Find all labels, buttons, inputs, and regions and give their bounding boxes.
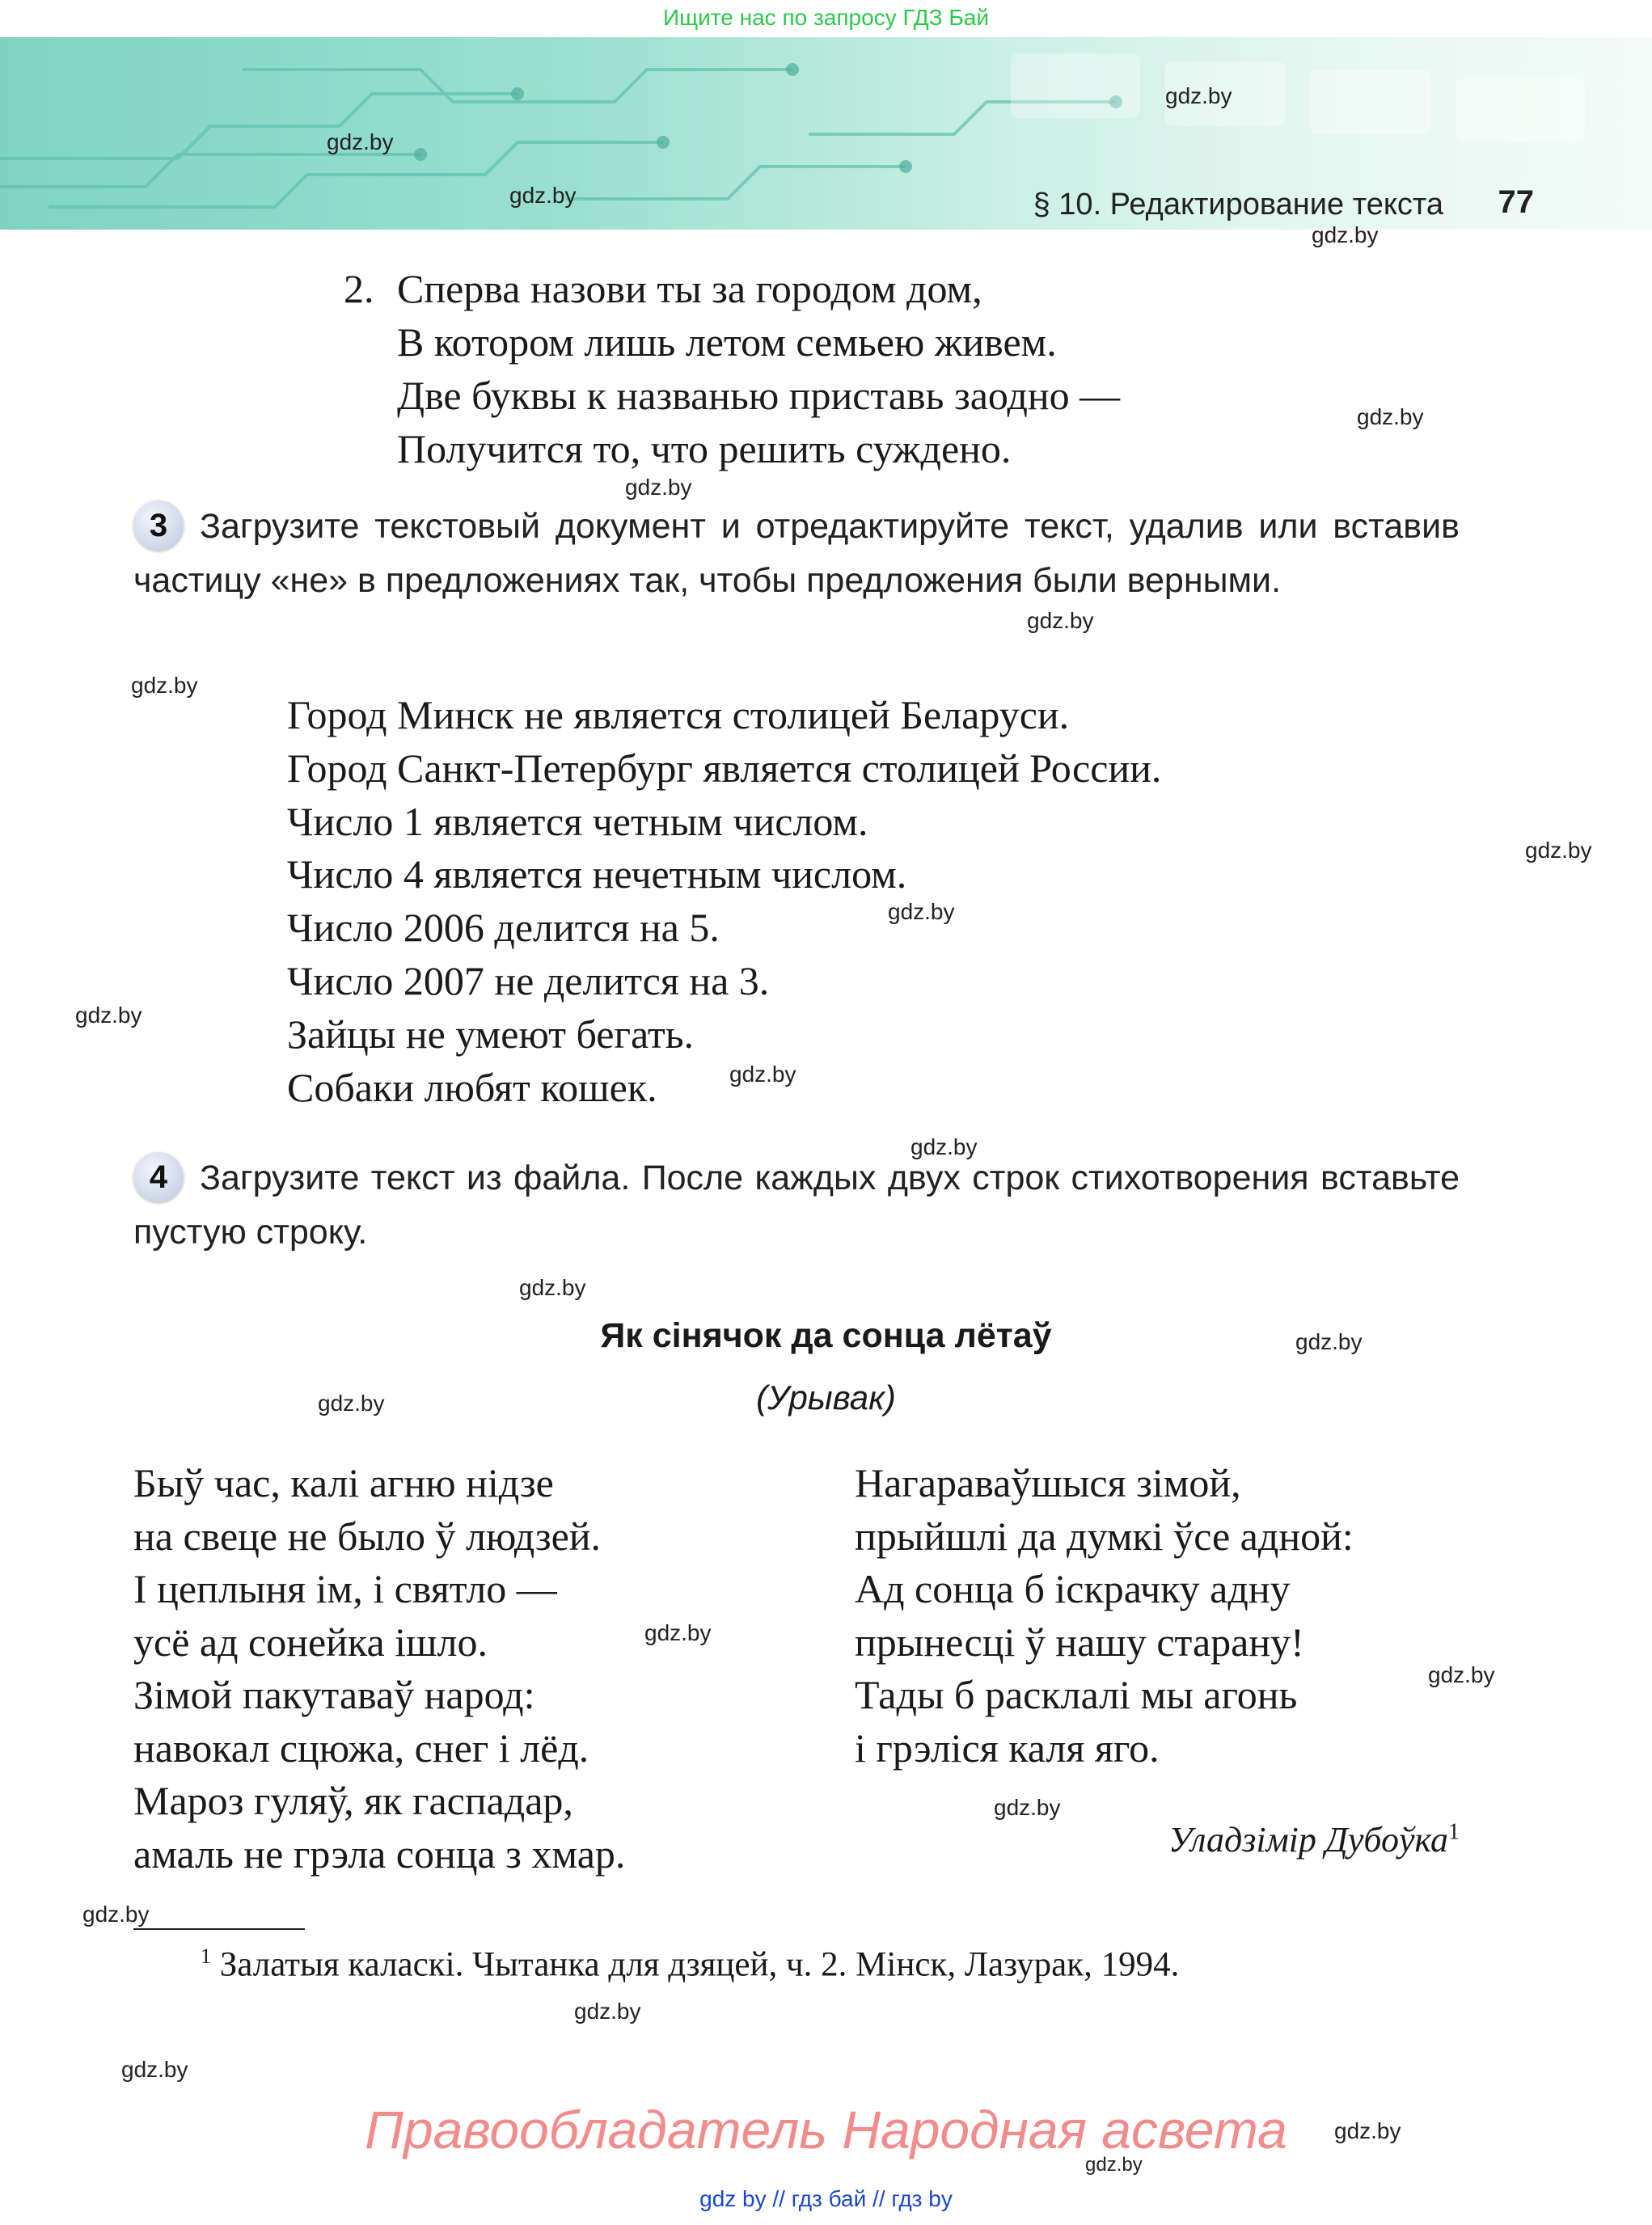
footnote-marker: 1 <box>201 1944 211 1968</box>
list-item: Город Минск не является столицей Беларуси. <box>287 692 1070 737</box>
poem-line: Ад сонца б іскрачку адну <box>855 1566 1291 1611</box>
task-4-text: Загрузите текст из файла. После каждых двух строк стихотворения вставьте пустую строку. <box>133 1159 1460 1252</box>
watermark: gdz.by <box>82 1902 150 1927</box>
list-item: Число 2006 делится на 5. <box>287 905 720 951</box>
footnote-divider <box>133 1928 305 1930</box>
watermark: gdz.by <box>911 1134 978 1159</box>
riddle-line: 2. Сперва назови ты за городом дом, <box>344 262 1120 315</box>
footnote-ref: 1 <box>1448 1819 1460 1845</box>
riddle-line: Две буквы к названью приставь заодно — <box>397 373 1121 418</box>
section-title: § 10. Редактирование текста <box>1033 188 1443 222</box>
watermark: gdz.by <box>519 1275 586 1300</box>
watermark: gdz.by <box>131 673 198 698</box>
list-item: Собаки любят кошек. <box>287 1064 657 1110</box>
poem-line: навокал сцюжа, снег і лёд. <box>133 1725 589 1771</box>
poem-line: Мароз гуляў, як гаспадар, <box>133 1778 573 1823</box>
page-number: 77 <box>1498 184 1534 220</box>
task-3-text: Загрузите текстовый документ и отредактируйте текст, удалив или вставив частицу «не» в предложениях так, чтобы предложения были верными. <box>133 507 1460 600</box>
rights-holder: Правообладатель Народная асвета <box>365 2100 1287 2160</box>
watermark: gdz.by <box>318 1391 385 1416</box>
poem-line: прынесці ў нашу старану! <box>855 1619 1304 1665</box>
poem-line: усё ад сонейка ішло. <box>133 1619 488 1665</box>
watermark: gdz.by <box>75 1003 142 1028</box>
poem-line: прыйшлі да думкі ўсе адной: <box>855 1513 1354 1559</box>
riddle-number: 2. <box>344 266 374 311</box>
watermark: gdz.by <box>729 1062 796 1087</box>
list-item: Число 1 является четным числом. <box>287 798 868 844</box>
poem-left-column <box>133 1457 625 1881</box>
watermark: gdz.by <box>1027 608 1094 633</box>
watermark: gdz.by <box>327 129 394 154</box>
poem-line: Нагараваўшыся зімой, <box>855 1460 1241 1505</box>
poem-author: Уладзімір Дубоўка$^1$ <box>1168 1819 1460 1860</box>
poem-line: амаль не грэла сонца з хмар. <box>133 1830 626 1877</box>
watermark: gdz.by <box>574 1999 641 2024</box>
watermark: gdz.by <box>644 1620 712 1645</box>
poem-right-column <box>855 1457 1354 1775</box>
watermark: gdz.by <box>1357 404 1424 429</box>
bottom-links[interactable]: gdz by // гдз бай // гдз by <box>699 2186 953 2211</box>
footnote <box>201 1944 1179 1984</box>
poem-subtitle: (Урывак) <box>756 1378 896 1416</box>
poem-line: І цеплыня ім, і святло — <box>133 1566 557 1611</box>
poem-line: Зімой пакутаваў народ: <box>133 1672 535 1717</box>
riddle-line: В котором лишь летом семьею живем. <box>397 319 1057 365</box>
list-item: Число 2007 не делится на 3. <box>287 957 770 1003</box>
riddle-line: Получится то, что решить суждено. <box>397 426 1012 471</box>
watermark: gdz.by <box>1312 222 1379 247</box>
watermark: gdz.by <box>1334 2118 1401 2143</box>
poem-line: і грэліся каля яго. <box>855 1725 1160 1771</box>
list-item: Число 4 является нечетным числом. <box>287 851 907 897</box>
watermark: gdz.by <box>1085 2154 1143 2176</box>
watermark: gdz.by <box>509 183 577 208</box>
watermark: gdz.by <box>994 1795 1061 1820</box>
poem-line: Быў час, калі агню нідзе <box>133 1460 554 1505</box>
top-search-note: Ищите нас по запросу ГДЗ Бай <box>662 5 990 30</box>
list-item: Город Санкт-Петербург является столицей России. <box>287 745 1162 791</box>
riddle-block <box>344 262 1120 475</box>
task-number-badge: 3 <box>133 500 184 551</box>
watermark: gdz.by <box>121 2057 188 2082</box>
poem-line: Тады б расклалі мы агонь <box>855 1672 1298 1717</box>
watermark: gdz.by <box>1295 1329 1363 1354</box>
watermark: gdz.by <box>1525 838 1592 863</box>
watermark: gdz.by <box>625 475 692 500</box>
task-number-badge: 4 <box>133 1152 184 1202</box>
watermark: gdz.by <box>888 899 955 924</box>
poem-line: на свеце не было ў людзей. <box>133 1513 602 1559</box>
task-3 <box>133 500 1460 607</box>
poem-title: Як сінячок да сонца лётаў <box>600 1316 1052 1355</box>
footnote-text: Залатыя каласкі. Чытанка для дзяцей, ч. 2. Мінск, Лазурак, 1994. <box>219 1945 1180 1984</box>
watermark: gdz.by <box>1165 83 1232 108</box>
sentence-list <box>287 689 1161 1114</box>
list-item: Зайцы не умеют бегать. <box>287 1011 695 1057</box>
watermark: gdz.by <box>1428 1662 1495 1687</box>
task-4 <box>133 1151 1460 1259</box>
